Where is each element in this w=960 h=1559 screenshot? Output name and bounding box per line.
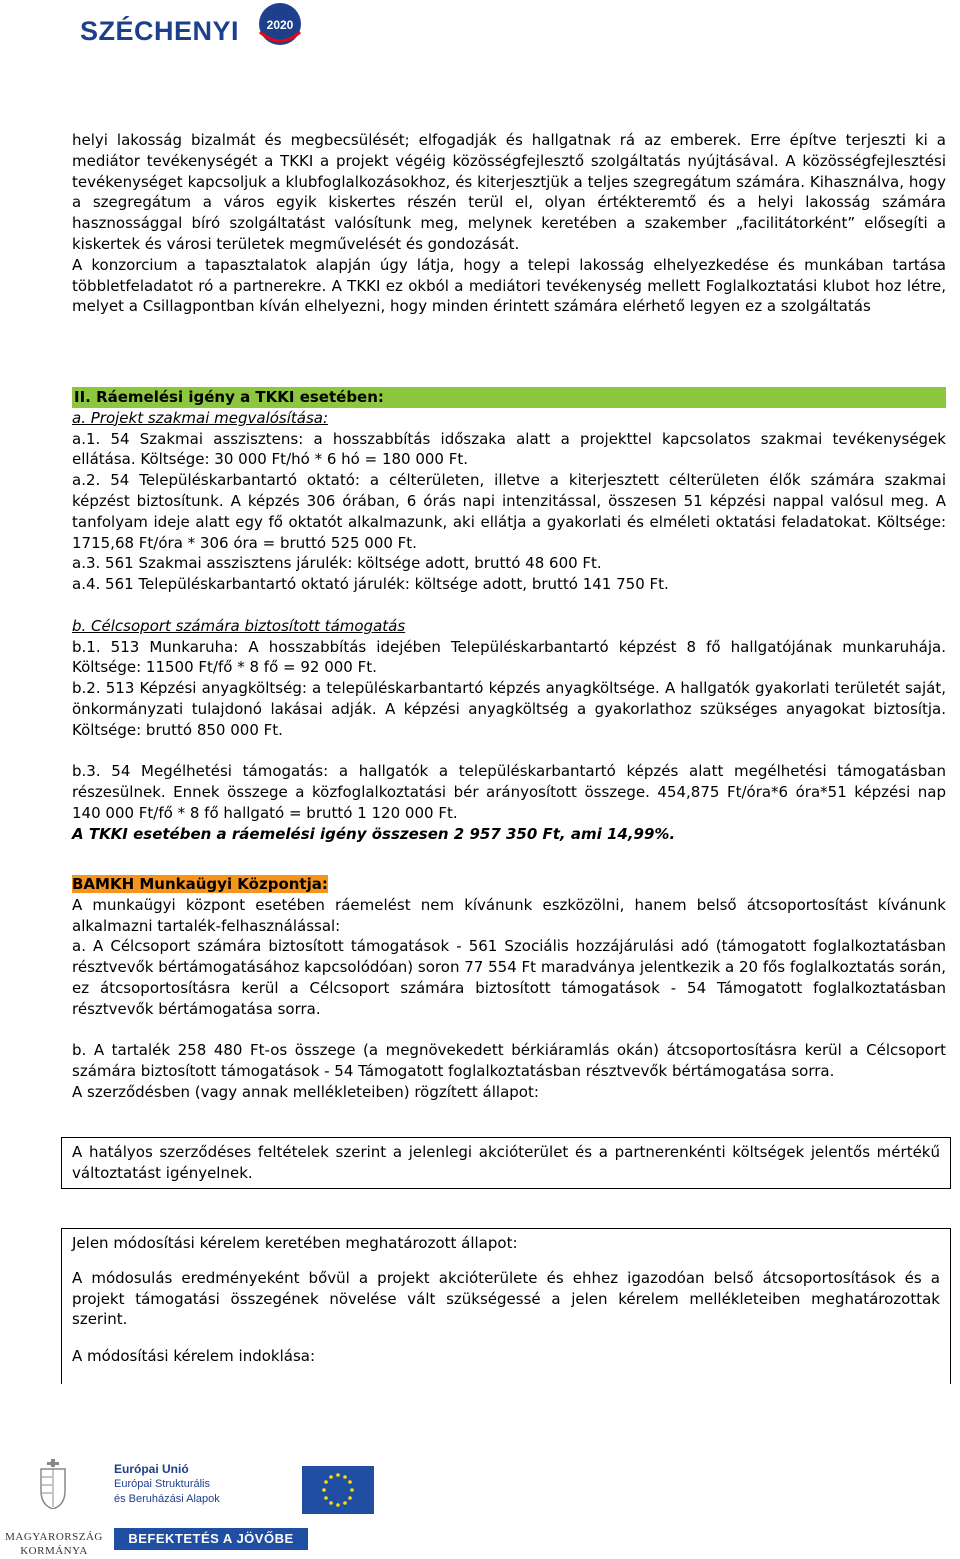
intro-section <box>72 130 946 317</box>
hungarian-government-logo <box>4 1453 104 1557</box>
bamkh-heading: BAMKH Munkaügyi Központja: <box>72 875 328 893</box>
section-2 <box>72 387 946 845</box>
eu-line-1: Európai Unió <box>114 1462 189 1476</box>
item-b3: b.3. 54 Megélhetési támogatás: a hallgatók a településkarbantartó képzés alatt megélhetési támogatásban részesülnek. Ennek összege a közfoglalkoztatási bér arányosított összege. 454,875 Ft/óra*6 óra*51 képzési nap 140 000 Ft/fő * 8 fő hallgató = bruttó 1 120 000 Ft. <box>72 762 946 822</box>
bamkh-paragraph-2: a. A Célcsoport számára biztosított támogatások - 561 Szociális hozzájárulási adó (támogatott foglalkoztatásban résztvevők bértámogatásához kapcsolódóan) soron 77 554 Ft maradványa jelentkezik a 20 fős foglalkoztatás során, ez átcsoportosításra kerül a Célcsoport számára biztosított támogatások - 54 Támogatott foglalkoztatásban résztvevők bértámogatása sorra. <box>72 937 946 1018</box>
requested-state-text: A módosulás eredményeként bővül a projekt akcióterülete és ehhez igazodóan belső átcsoportosítások és a projekt támogatási összegének növelése vált szükségessé a jelen kérelem mellékleteiben meghatározottak szerint. <box>72 1268 940 1329</box>
item-a3: a.3. 561 Szakmai asszisztens járulék: költsége adott, bruttó 48 600 Ft. <box>72 554 602 573</box>
bamkh-paragraph-4: A szerződésben (vagy annak mellékleteiben) rögzített állapot: <box>72 1082 539 1101</box>
section-b-title: b. Célcsoport számára biztosított támogatás <box>72 616 406 635</box>
coat-of-arms-icon <box>38 1459 68 1509</box>
item-a4: a.4. 561 Településkarbantartó oktató járulék: költsége adott, bruttó 141 750 Ft. <box>72 575 669 594</box>
szechenyi-logo <box>78 2 294 50</box>
current-state-text: A hatályos szerződéses feltételek szerint a jelenlegi akcióterület és a partnerenkénti költségek jelentős mértékű változtatást igényelnek. <box>72 1143 940 1182</box>
bamkh-section <box>72 874 946 1103</box>
section-2-heading: II. Ráemelési igény a TKKI esetében: <box>72 387 946 408</box>
gov-line-1: MAGYARORSZÁG <box>5 1531 103 1543</box>
current-state-box <box>61 1137 951 1189</box>
intro-paragraph-1: helyi lakosság bizalmát és megbecsülését; elfogadják és hallgatnak rá az emberek. Erre építve terjeszti ki a mediátor tevékenységét a TKKI a projekt végéig közösségfejlesztő szolgáltatás nyújtásával. A közösségfejlesztési tevékenységet kapcsoljuk a klubfoglalkozásokhoz, és kiterjesztjük a teljes szegregátum számára. Kihasználva, hogy a szegregátum a város egyik kiskertes részén terül el, olyan értékteremtő és a helyi lakosság számára hasznossággal bíró szolgáltatást valósítunk meg, melynek keretében a szakember „facilitátorként” elősegíti a kiskertek és városi területek megművelését és gondozását. <box>72 131 946 253</box>
invest-in-future-banner: BEFEKTETÉS A JÖVŐBE <box>114 1528 308 1550</box>
logo-badge: 2020 <box>266 18 294 32</box>
section-2-summary: A TKKI esetében a ráemelési igény összesen 2 957 350 Ft, ami 14,99%. <box>72 824 676 843</box>
justification-label: A módosítási kérelem indoklása: <box>72 1347 316 1366</box>
logo-text: SZÉCHENYI <box>80 16 240 46</box>
gov-line-2: KORMÁNYA <box>20 1545 88 1557</box>
item-b1: b.1. 513 Munkaruha: A hosszabbítás idejében Településkarbantartó képzést 8 fő hallgatójának munkaruhája. Költsége: 11500 Ft/fő * 8 fő = 92 000 Ft. <box>72 637 946 677</box>
item-a1: a.1. 54 Szakmai asszisztens: a hosszabbítás időszaka alatt a projekttel kapcsolatos szakmai tevékenységek ellátása. Költsége: 30 000 Ft/hó * 6 hó = 180 000 Ft. <box>72 429 946 469</box>
eu-line-2: Európai Strukturális <box>114 1478 210 1490</box>
logo-badge-icon <box>256 2 342 50</box>
intro-paragraph-2: A konzorcium a tapasztalatok alapján úgy látja, hogy a telepi lakosság elhelyezkedése és munkában tartása többletfeladatot ró a partnerekre. A TKKI ez okból a mediátori tevékenység mellett Foglalkoztatási klubot hoz létre, melyet a Csillagpontban kíván elhelyezni, hogy minden érintett számára elérhető legyen ez a szolgáltatás <box>72 255 946 316</box>
item-b2: b.2. 513 Képzési anyagköltség: a településkarbantartó képzés anyagköltsége. A hallgatók gyakorlati területét saját, önkormányzati tulajdonó lakásai adják. A képzési anyagköltség a gyakorlathoz szükséges anyagokat biztosítja. Költsége: bruttó 850 000 Ft. <box>72 679 946 739</box>
eu-logo-block <box>114 1462 304 1522</box>
bamkh-paragraph-1: A munkaügyi központ esetében ráemelést nem kívánunk eszközölni, hanem belső átcsoportosítást kívánunk alkalmazni tartalék-felhasználással: <box>72 895 946 935</box>
item-a2: a.2. 54 Településkarbantartó oktató: a célterületen, illetve a kiterjesztett célterületen élők számára szakmai képzést biztosítunk. A képzés 306 órában, 6 órás napi intenzitással, összesen 51 képzési nappal valósul meg. A tanfolyam ideje alatt egy fő oktatót alkalmazunk, aki ellátja a gyakorlati és elméleti oktatási feladatokat. Költsége: 1715,68 Ft/óra * 306 óra = bruttó 525 000 Ft. <box>72 471 946 552</box>
bamkh-paragraph-3: b. A tartalék 258 480 Ft-os összege (a megnövekedett bérkiáramlás okán) átcsoportosításra kerül a Célcsoport számára biztosított támogatások - 54 Támogatott foglalkoztatásban résztvevők bértámogatása sorra. <box>72 1041 946 1081</box>
requested-state-label: Jelen módosítási kérelem keretében meghatározott állapot: <box>72 1234 518 1252</box>
requested-state-box <box>61 1228 951 1384</box>
section-a-title: a. Projekt szakmai megvalósítása: <box>72 408 329 427</box>
eu-line-3: és Beruházási Alapok <box>114 1493 220 1505</box>
eu-flag-icon <box>302 1466 374 1514</box>
